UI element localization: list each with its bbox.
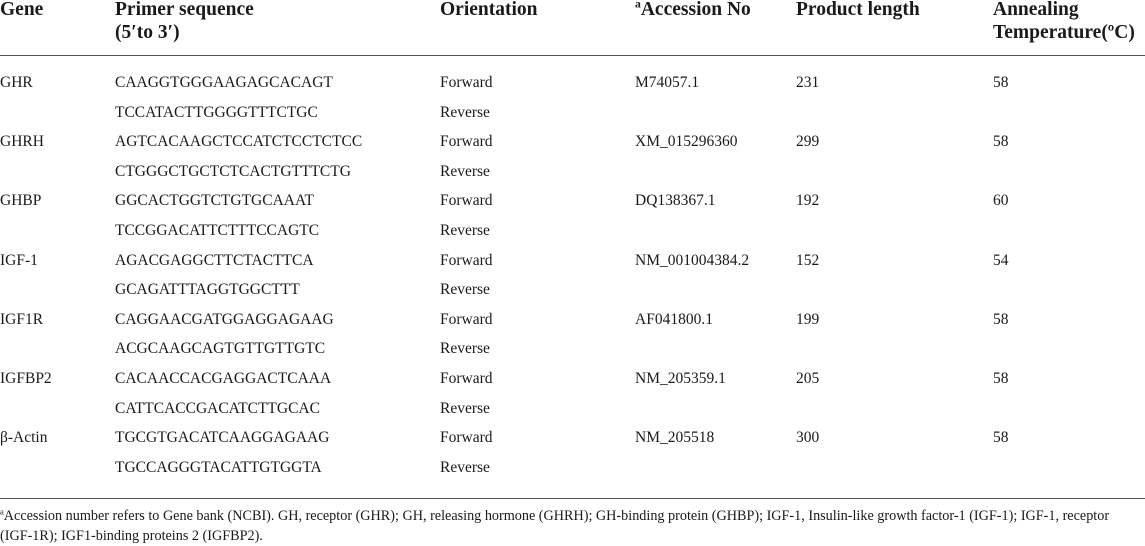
primer-sequence-cell: AGACGAGGCTTCTACTTCA	[115, 251, 314, 269]
primer-sequence-cell: TGCCAGGGTACATTGTGGTA	[115, 458, 322, 476]
annealing-temperature-cell: 58	[993, 310, 1009, 328]
annealing-temperature-cell: 58	[993, 74, 1009, 91]
table-row	[0, 428, 1145, 458]
product-length-cell: 199	[796, 310, 820, 328]
table-row	[0, 280, 1145, 310]
header-product-length: Product length	[796, 0, 920, 20]
gene-cell: β-Actin	[0, 429, 48, 447]
product-length-cell: 192	[796, 192, 820, 210]
gene-cell: IGF-1	[0, 251, 38, 269]
table-row	[0, 399, 1145, 429]
table-row	[0, 251, 1145, 281]
orientation-cell: Forward	[440, 251, 493, 269]
orientation-cell: Forward	[440, 369, 493, 387]
accession-cell: AF041800.1	[635, 310, 713, 328]
gene-cell: IGFBP2	[0, 369, 52, 387]
orientation-cell: Forward	[440, 310, 493, 328]
header-orientation: Orientation	[440, 0, 538, 20]
table-row	[0, 103, 1145, 133]
table-row	[0, 221, 1145, 251]
header-annealing-temperature: Annealing Temperature(ºC)	[993, 0, 1135, 43]
orientation-cell: Reverse	[440, 340, 490, 358]
primer-sequence-cell: GGCACTGGTCTGTGCAAAT	[115, 192, 314, 210]
table-footnote	[0, 506, 1140, 546]
table-bottom-rule	[0, 498, 1145, 499]
gene-cell: GHRH	[0, 133, 44, 151]
orientation-cell: Forward	[440, 429, 493, 447]
annealing-temperature-cell: 58	[993, 133, 1009, 151]
primer-sequence-cell: CTGGGCTGCTCTCACTGTTTCTG	[115, 162, 351, 180]
annealing-temperature-cell: 58	[993, 369, 1009, 387]
table-row	[0, 369, 1145, 399]
primer-sequence-cell: CAGGAACGATGGAGGAGAAG	[115, 310, 334, 328]
accession-cell: NM_205518	[635, 429, 715, 447]
footnote-text: Accession number refers to Gene bank (NCBI). GH, receptor (GHR); GH, releasing hormone (GHRH); GH-binding protein (GHBP); IGF-1, Insulin-like growth factor-1 (IGF-1); IGF-1, receptor (IGF-1R); IGF1-binding proteins 2 (IGFBP2).	[0, 508, 1110, 544]
primer-sequence-cell: ACGCAAGCAGTGTTGTTGTC	[115, 340, 326, 358]
orientation-cell: Reverse	[440, 221, 490, 239]
footnote-superscript: a	[0, 506, 4, 517]
product-length-cell: 152	[796, 251, 820, 269]
annealing-temperature-cell: 58	[993, 429, 1009, 447]
orientation-cell: Forward	[440, 192, 493, 210]
accession-superscript: a	[635, 0, 641, 11]
gene-cell: IGF1R	[0, 310, 44, 328]
table-body	[0, 73, 1145, 487]
primer-sequence-cell: CACAACCACGAGGACTCAAA	[115, 369, 332, 387]
product-length-cell: 231	[796, 74, 820, 91]
orientation-cell: Reverse	[440, 103, 490, 121]
accession-cell: M74057.1	[635, 74, 700, 91]
annealing-temperature-cell: 60	[993, 192, 1009, 210]
table-row	[0, 458, 1145, 488]
accession-cell: NM_205359.1	[635, 369, 726, 387]
accession-cell: DQ138367.1	[635, 192, 716, 210]
primer-sequence-cell: CAAGGTGGGAAGAGCACAGT	[115, 74, 333, 91]
orientation-cell: Reverse	[440, 162, 490, 180]
header-primer-sequence: Primer sequence (5′to 3′)	[115, 0, 254, 43]
primer-sequence-cell: TCCATACTTGGGGTTTCTGC	[115, 103, 318, 121]
table-row	[0, 310, 1145, 340]
orientation-cell: Reverse	[440, 399, 490, 417]
product-length-cell: 299	[796, 133, 820, 151]
product-length-cell: 300	[796, 429, 820, 447]
table-row	[0, 162, 1145, 192]
orientation-cell: Reverse	[440, 281, 490, 299]
orientation-cell: Reverse	[440, 458, 490, 476]
product-length-cell: 205	[796, 369, 820, 387]
table-row	[0, 132, 1145, 162]
orientation-cell: Forward	[440, 74, 493, 91]
gene-cell: GHR	[0, 74, 33, 91]
accession-cell: NM_001004384.2	[635, 251, 750, 269]
table-row	[0, 191, 1145, 221]
table-row	[0, 73, 1145, 103]
header-accession: $^a$Accession No	[635, 0, 751, 21]
table-row	[0, 339, 1145, 369]
primer-sequence-cell: TCCGGACATTCTTTCCAGTC	[115, 221, 320, 239]
primer-sequence-cell: TGCGTGACATCAAGGAGAAG	[115, 429, 330, 447]
table-header	[0, 0, 1145, 56]
primer-sequence-cell: CATTCACCGACATCTTGCAC	[115, 399, 320, 417]
primer-sequence-cell: GCAGATTTAGGTGGCTTT	[115, 281, 300, 299]
header-gene: Gene	[0, 0, 44, 20]
gene-cell: GHBP	[0, 192, 42, 210]
annealing-temperature-cell: 54	[993, 251, 1009, 269]
primer-sequence-cell: AGTCACAAGCTCCATCTCCTCTCC	[115, 133, 363, 151]
accession-cell: XM_015296360	[635, 133, 738, 151]
orientation-cell: Forward	[440, 133, 493, 151]
